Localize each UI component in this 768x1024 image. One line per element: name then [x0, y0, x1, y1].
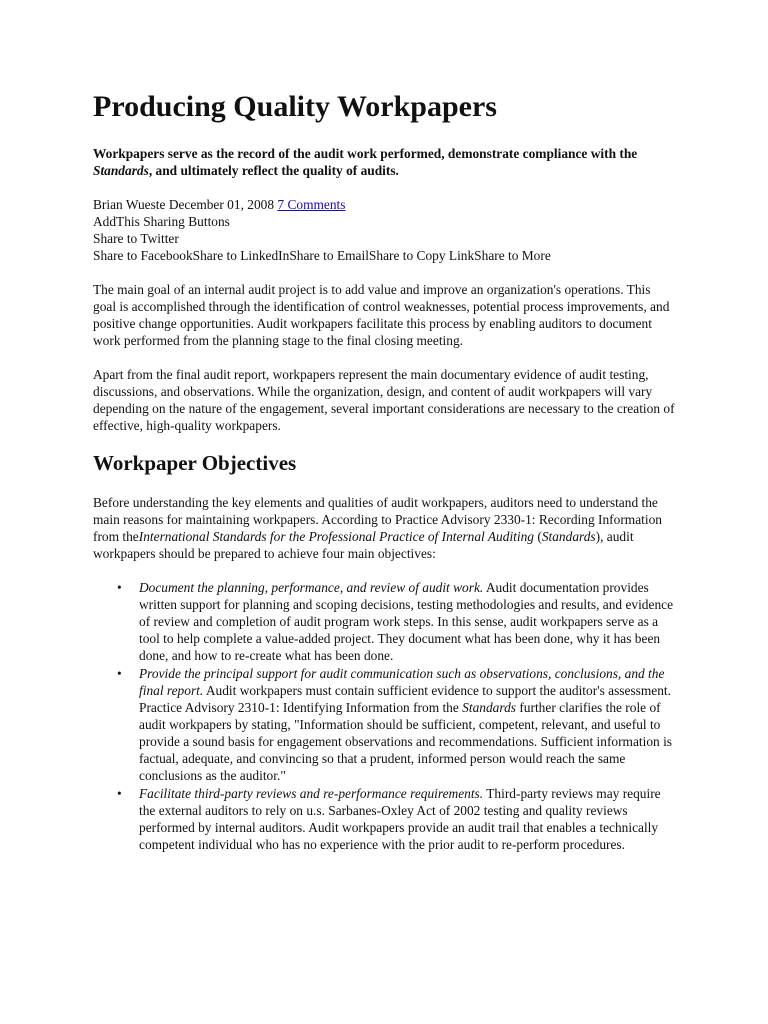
- bullet-icon: •: [117, 579, 122, 595]
- section-heading: Workpaper Objectives: [93, 450, 297, 475]
- bullet-icon: •: [117, 785, 122, 801]
- intro-text-2: (: [534, 528, 542, 544]
- objective-text: Audit documentation provides written support for planning and scoping decisions, testing methodologies and results, and evidence of review and completion of audit program work steps. In this sense, audit workpapers serve as a tool to help complete a value-added project. They document what has been done, why it has been done, and how to re-create what has been done.: [139, 579, 674, 663]
- objective-text-continued: further clarifies the role of audit workpapers by stating, "Information should be sufficient, competent, relevant, and useful to provide a sound basis for engagement observations and recommendations. Sufficient information is factual, adequate, and convincing so that a prudent, informed person would reach the same conclusions as the auditor.": [139, 699, 673, 783]
- paragraph-objectives-intro: [93, 494, 675, 562]
- lede-text-1: Workpapers serve as the record of the audit work performed, demonstrate compliance with the: [93, 145, 638, 161]
- article-lede: [93, 145, 675, 179]
- lede-italic-standards: Standards: [93, 162, 149, 178]
- paragraph-main-goal: The main goal of an internal audit project is to add value and improve an organization's operations. This goal is accomplished through the identification of control weaknesses, potential process improvements, and positive change opportunities. Audit workpapers facilitate this process by enabling auditors to document work performed from the planning stage to the final closing meeting.: [93, 281, 670, 348]
- objective-lead: Document the planning, performance, and review of audit work.: [139, 579, 484, 595]
- intro-text-3: ), audit workpapers should be prepared to achieve four main objectives:: [93, 528, 634, 561]
- sharing-label: AddThis Sharing Buttons: [93, 213, 230, 229]
- list-item: [117, 665, 675, 784]
- objective-lead: Facilitate third-party reviews and re-performance requirements.: [139, 785, 484, 801]
- intro-italic-standards: Standards: [541, 528, 596, 544]
- objectives-list: [93, 579, 675, 853]
- byline-author-date: Brian Wueste December 01, 2008: [93, 196, 278, 212]
- intro-text-1: Before understanding the key elements and qualities of audit workpapers, auditors need to understand the main reasons for maintaining workpapers. According to Practice Advisory 2330-1: Recording Information from the: [93, 494, 662, 544]
- article-meta: [93, 196, 675, 264]
- objective-text: Audit workpapers must contain sufficient evidence to support the auditor's assessment. Practice Advisory 2310-1: Identifying Information from the: [139, 682, 672, 715]
- objective-text: Third-party reviews may require the external auditors to rely on u.s. Sarbanes-Oxley Act of 2002 testing and quality reviews performed by internal auditors. Audit workpapers provide an audit trail that enables a technically competent individual who has no experience with the prior audit to re-perform procedures.: [139, 785, 661, 852]
- objective-italic-standards: Standards: [462, 699, 516, 715]
- share-twitter-link[interactable]: Share to Twitter: [93, 230, 179, 246]
- paragraph-final-report: Apart from the final audit report, workpapers represent the main documentary evidence of audit testing, discussions, and observations. While the organization, design, and content of audit workpapers will vary depending on the nature of the engagement, several important considerations are necessary to the creation of effective, high-quality workpapers.: [93, 366, 675, 433]
- objective-lead: Provide the principal support for audit communication such as observations, conclusions, and the final report.: [139, 665, 665, 698]
- share-links-row[interactable]: Share to FacebookShare to LinkedInShare to EmailShare to Copy LinkShare to More: [93, 247, 551, 263]
- page-title: Producing Quality Workpapers: [93, 90, 497, 123]
- bullet-icon: •: [117, 665, 122, 681]
- lede-text-2: , and ultimately reflect the quality of audits.: [148, 162, 399, 178]
- comments-link[interactable]: 7 Comments: [277, 196, 346, 212]
- list-item: [117, 785, 675, 853]
- intro-italic-standards-title: International Standards for the Professional Practice of Internal Auditing: [138, 528, 534, 544]
- list-item: [117, 579, 675, 664]
- byline: [93, 196, 675, 213]
